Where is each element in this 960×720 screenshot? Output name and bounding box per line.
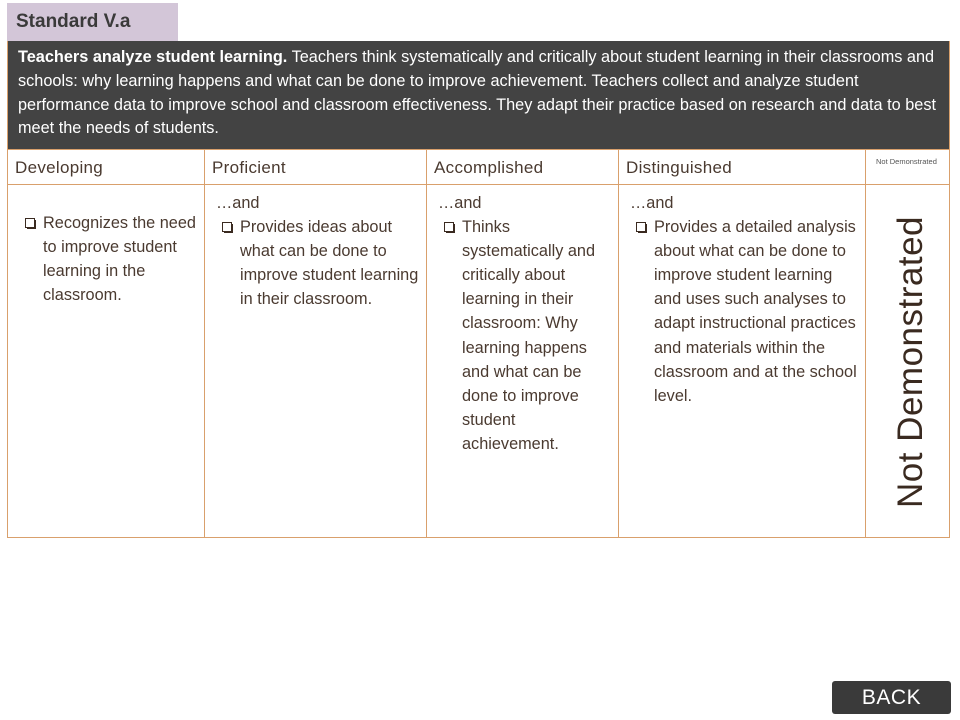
rubric-table xyxy=(7,41,950,538)
developing-item-text: Recognizes the need to improve student learning in the classroom. xyxy=(43,214,196,305)
column-header-proficient: Proficient xyxy=(212,158,286,177)
column-header-accomplished: Accomplished xyxy=(434,158,544,177)
and-prefix: …and xyxy=(216,194,260,212)
distinguished-item-text: Provides a detailed analysis about what can be done to improve student learning and uses such analyses to adapt instructional practices and materials within the classroom and at the school level. xyxy=(654,218,857,405)
cell-accomplished xyxy=(431,186,613,456)
cell-proficient xyxy=(209,186,421,311)
checkbox-icon xyxy=(222,222,232,232)
description-body: Teachers think systematically and critically about student learning in their classrooms and schools: why learning happens and what can be done to improve achievement. Teachers collect and analyze student performance data to improve school and classroom effectiveness. They adapt their practice based on research and data to best meet the needs of students. xyxy=(18,48,937,138)
standard-description xyxy=(8,41,949,149)
checkbox-icon xyxy=(444,222,454,232)
description-lead: Teachers analyze student learning. xyxy=(18,48,288,66)
list-item xyxy=(623,215,858,408)
column-divider xyxy=(618,149,619,537)
checkbox-icon xyxy=(636,222,646,232)
column-header-not-demonstrated: Not Demonstrated xyxy=(876,157,937,166)
column-divider xyxy=(204,149,205,537)
column-divider xyxy=(426,149,427,537)
cell-not-demonstrated xyxy=(872,186,949,538)
and-prefix: …and xyxy=(438,194,482,212)
column-divider xyxy=(865,149,866,537)
cell-distinguished xyxy=(623,186,858,408)
proficient-item-text: Provides ideas about what can be done to improve student learning in their classroom. xyxy=(240,218,419,309)
list-item xyxy=(25,211,200,307)
accomplished-item-text: Thinks systematically and critically about learning in their classroom: Why learning happens and what can be done to improve student achievement. xyxy=(462,218,596,453)
checkbox-icon xyxy=(25,218,35,228)
back-button[interactable]: BACK xyxy=(832,681,951,714)
column-header-distinguished: Distinguished xyxy=(626,158,732,177)
list-item xyxy=(209,215,421,311)
rubric-header-row xyxy=(8,149,949,185)
list-item xyxy=(431,215,613,456)
and-prefix: …and xyxy=(630,194,674,212)
column-header-developing: Developing xyxy=(15,158,104,177)
cell-developing xyxy=(25,211,200,307)
not-demonstrated-label: Not Demonstrated xyxy=(890,215,930,509)
standard-title: Standard V.a xyxy=(7,3,178,41)
